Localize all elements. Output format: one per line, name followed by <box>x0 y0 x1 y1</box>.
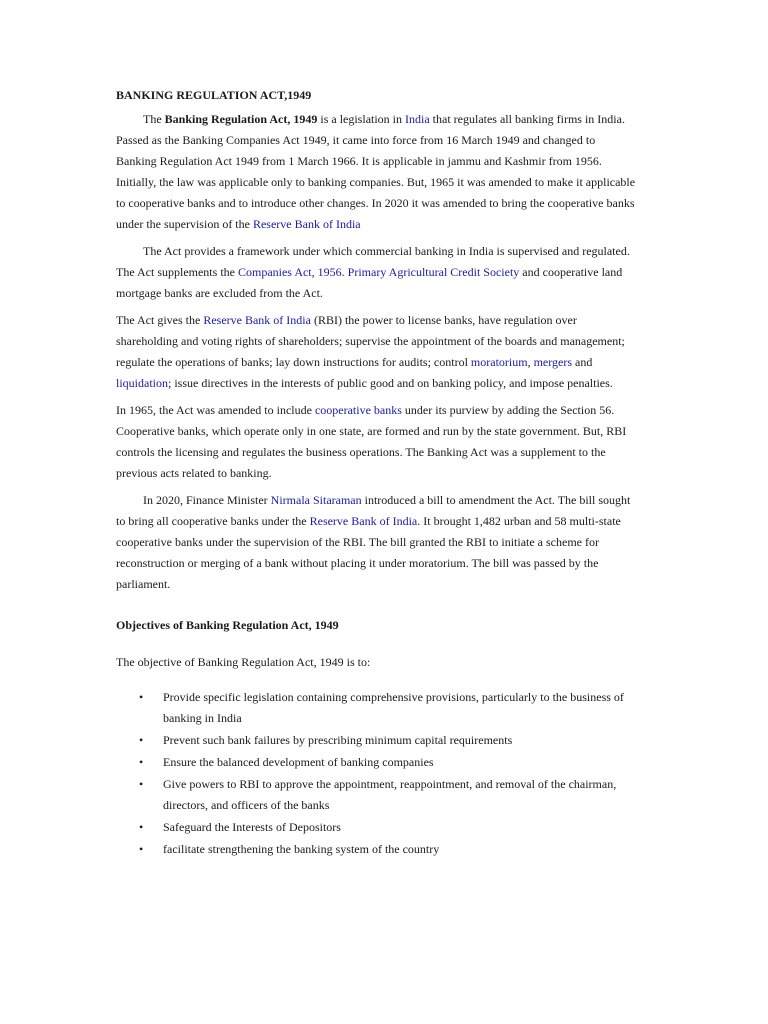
text-span: introduced a bill to amendment the Act. The bill sought to bring all cooperative banks under the <box>116 493 631 528</box>
bullet-icon: • <box>139 690 144 704</box>
text-span: In 1965, the Act was amended to include <box>116 403 315 417</box>
text-span: The Act provides a framework under which commercial banking in India is supervised and regulated. The Act supplements the <box>116 244 630 279</box>
link-companies-act[interactable]: Companies Act, 1956 <box>237 265 342 279</box>
text-span: is a legislation in <box>317 112 406 126</box>
link-mergers[interactable]: mergers <box>533 355 573 369</box>
bullet-icon: • <box>139 842 144 856</box>
bullet-icon: • <box>139 820 144 834</box>
text-span: . <box>341 265 348 279</box>
list-item <box>116 839 636 860</box>
objectives-intro: The objective of Banking Regulation Act, 1949 is to: <box>116 655 371 669</box>
paragraph-framework <box>116 241 636 304</box>
list-item <box>116 774 636 816</box>
text-span: , <box>527 355 534 369</box>
text-span: In 2020, Finance Minister <box>143 493 271 507</box>
link-reserve-bank-of-india[interactable]: Reserve Bank of India <box>252 217 361 231</box>
list-item <box>116 730 636 751</box>
act-name: Banking Regulation Act, 1949 <box>164 112 318 126</box>
text-span: and cooperative land mortgage banks are excluded from the Act. <box>116 265 623 300</box>
link-nirmala-sitaraman[interactable]: Nirmala Sitaraman <box>270 493 362 507</box>
text-span: and <box>572 355 593 369</box>
text-span: The Act gives the <box>116 313 204 327</box>
link-reserve-bank-of-india[interactable]: Reserve Bank of India <box>203 313 311 327</box>
text-span: that regulates all banking firms in India. Passed as the Banking Companies Act 1949, it came into force from 16 March 1949 and changed to Banking Regulation Act 1949 from 1 March 1966. It is applicable in jammu and Kashmir from 1956. Initially, the law was applicable only to banking companies. But, 1965 it was amended to make it applicable to cooperative banks and to introduce other changes. In 2020 it was amended to bring the cooperative banks under the supervision of the <box>116 112 636 231</box>
link-reserve-bank-of-india[interactable]: Reserve Bank of India <box>309 514 418 528</box>
paragraph-intro <box>116 109 636 235</box>
text-span: . It brought 1,482 urban and 58 multi-state cooperative banks under the supervision of the RBI. The bill granted the RBI to initiate a scheme for reconstruction or merging of a bank without placing it under moratorium. The bill was passed by the parliament. <box>116 514 621 591</box>
list-item <box>116 752 636 773</box>
list-item-text: Prevent such bank failures by prescribing minimum capital requirements <box>163 733 513 747</box>
list-item-text: Give powers to RBI to approve the appointment, reappointment, and removal of the chairman, directors, and officers of the banks <box>163 777 617 812</box>
document-page <box>116 85 636 861</box>
paragraph-2020-amendment <box>116 490 636 595</box>
bullet-icon: • <box>139 777 144 791</box>
paragraph-rbi-powers <box>116 310 636 394</box>
link-primary-agricultural-credit-society[interactable]: Primary Agricultural Credit Society <box>347 265 520 279</box>
text-span: under its purview by adding the Section 56. Cooperative banks, which operate only in one state, are formed and run by the state government. But, RBI controls the licensing and regulates the business operations. The Banking Act was a supplement to the previous acts related to banking. <box>116 403 627 480</box>
list-item-text: facilitate strengthening the banking system of the country <box>163 842 440 856</box>
list-item <box>116 687 636 729</box>
bullet-icon: • <box>139 755 144 769</box>
bullet-icon: • <box>139 733 144 747</box>
link-liquidation[interactable]: liquidation <box>116 376 168 390</box>
objectives-list <box>116 687 636 860</box>
text-span: ; issue directives in the interests of public good and on banking policy, and impose penalties. <box>168 376 613 390</box>
link-cooperative-banks[interactable]: cooperative banks <box>314 403 402 417</box>
paragraph-1965-amendment <box>116 400 636 484</box>
objectives-heading: Objectives of Banking Regulation Act, 1949 <box>116 618 339 632</box>
link-india[interactable]: India <box>405 112 430 126</box>
list-item-text: Provide specific legislation containing comprehensive provisions, particularly to the business of banking in India <box>163 690 624 725</box>
list-item <box>116 817 636 838</box>
text-span: (RBI) the power to license banks, have regulation over shareholding and voting rights of shareholders; supervise the appointment of the boards and management; regulate the operations of banks; lay down instructions for audits; control <box>116 313 625 369</box>
text-span: The <box>143 112 165 126</box>
list-item-text: Safeguard the Interests of Depositors <box>163 820 341 834</box>
list-item-text: Ensure the balanced development of banking companies <box>163 755 434 769</box>
link-moratorium[interactable]: moratorium <box>470 355 528 369</box>
document-title: BANKING REGULATION ACT,1949 <box>116 88 312 102</box>
